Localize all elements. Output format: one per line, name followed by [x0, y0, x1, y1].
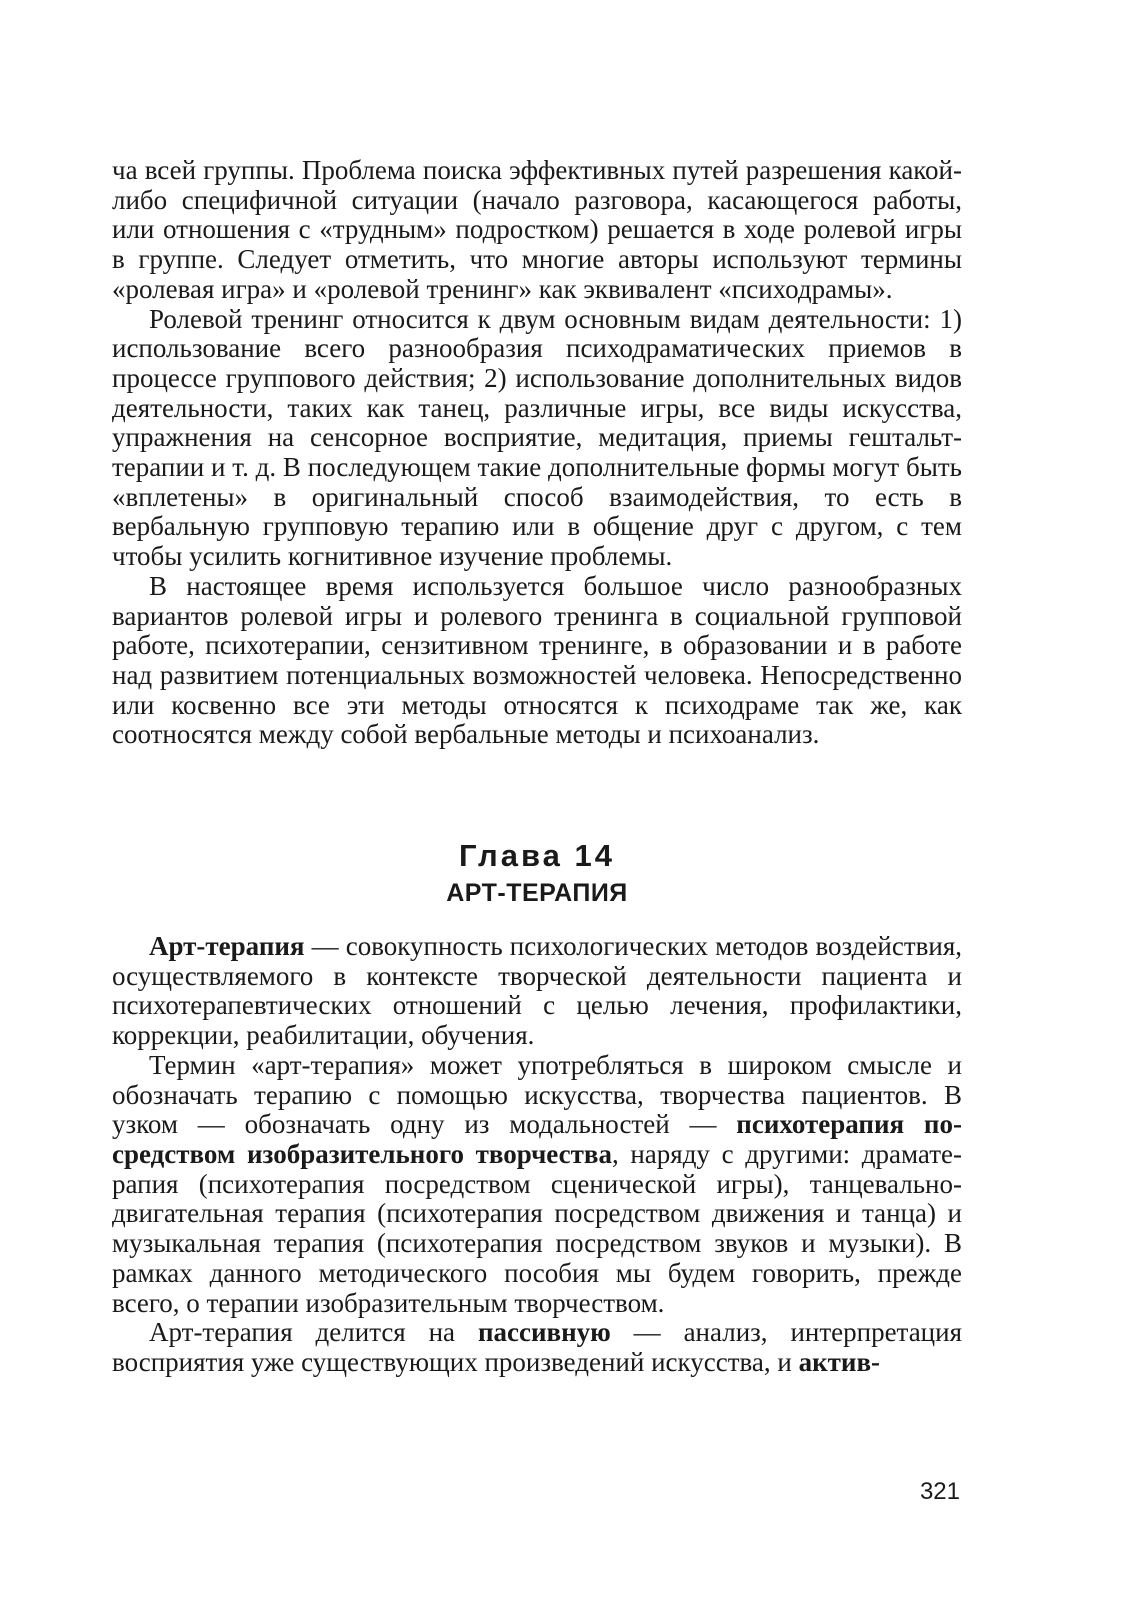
term-active: актив-	[798, 1346, 881, 1377]
term-meaning-text-a: Термин «арт-терапия» может употребляться в широком смысле и обозначать терапию с помощью искусства, творчества пациентов. В узком — обозначать одну из модальностей —	[112, 1049, 962, 1140]
definition-text: — совокупность психологических методов воздействия, осуществляемого в контексте творческой деятельности пациента и психотерапевтических отношений с целью лечения, профилактики, коррекции, реабилитации, обучения.	[112, 931, 962, 1051]
term-art-therapy: Арт-терапия	[149, 931, 305, 962]
term-passive: пассивную	[477, 1317, 611, 1348]
chapter-number: Глава 14	[459, 838, 615, 874]
paragraph-continuation: ча всей группы. Проблема поиска эффективных путей разрешения какой-либо специфичной ситуации (начало разговора, касающегося работы, или отношения с «трудным» подростком) решается в ходе ролевой игры в группе. Следует отметить, что многие авторы используют термины «ролевая игра» и «ролевой тренинг» как эквивалент «психодрамы».	[112, 155, 962, 304]
page-number: 321	[919, 1478, 960, 1505]
paragraph-art-therapy-types	[112, 1318, 962, 1377]
page-body	[112, 156, 962, 1378]
paragraph-term-meaning	[112, 1051, 962, 1318]
chapter-heading	[112, 836, 962, 910]
paragraph-role-play-variants: В настоящее время используется большое число разнообразных вариантов ролевой игры и ролевого тренинга в социальной групповой работе, психотерапии, сензитивном тренинге, в образовании и в работе над развитием потенциальных возможностей человека. Непосредственно или косвенно все эти методы относятся к психодраме так же, как соотносятся между собой вербальные методы и психоанализ.	[112, 570, 962, 750]
term-meaning-text-b: , наряду с другими: драматерапия (психотерапия посредством сценической игры), танцевально-двигательная терапия (психотерапия посредством движения и танца) и музыкальная терапия (психотерапия посредством звуков и музыки). В рамках данного методического пособия мы будем говорить, прежде всего, о терапии изобразительным творчеством.	[112, 1138, 962, 1318]
types-text-a: Арт-терапия делится на	[149, 1317, 478, 1348]
paragraph-role-training: Ролевой тренинг относится к двум основным видам деятельности: 1) использование всего разнообразия психодраматических приемов в процессе группового действия; 2) использование дополнительных видов деятельности, таких как танец, различные игры, все виды искусства, упражнения на сенсорное восприятие, медитация, приемы гештальт-терапии и т. д. В последующем такие дополнительные формы могут быть «вплетены» в оригинальный способ взаимодействия, то есть в вербальную групповую терапию или в общение друг с другом, с тем чтобы усилить когнитивное изучение проблемы.	[112, 303, 962, 572]
types-text-b: — анализ, интерпретация восприятия уже существующих произведений искусства, и	[112, 1317, 962, 1377]
term-visual-art-psychotherapy: психотерапия посредством изобразительного творчества	[112, 1109, 962, 1169]
chapter-title: АРТ-ТЕРАПИЯ	[446, 879, 628, 908]
paragraph-art-therapy-definition	[112, 932, 962, 1051]
